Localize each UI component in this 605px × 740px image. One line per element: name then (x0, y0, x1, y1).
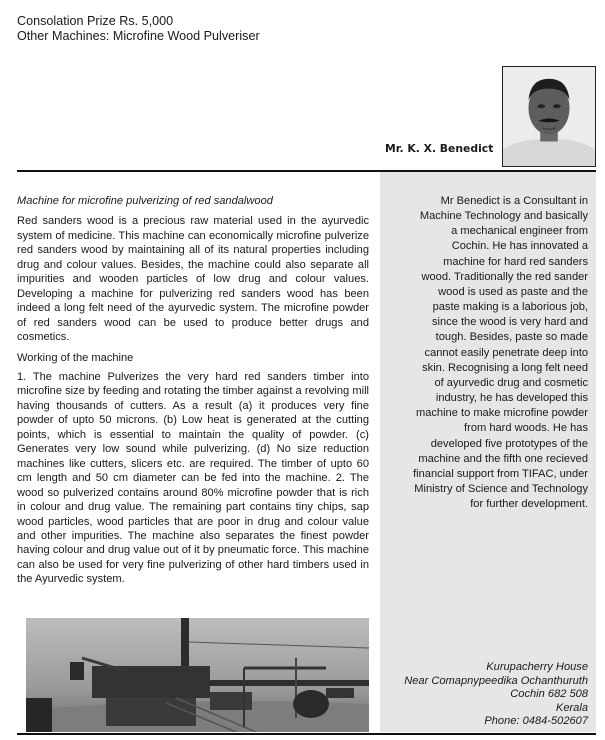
section-heading: Working of the machine (17, 351, 134, 364)
intro-paragraph: Red sanders wood is a precious raw material used in the ayurvedic system of medicine. This machine can economically microfine pulverize red sanders wood by maintaining all of its natural properties including drug and colour values. Besides, the machine could also separate all impurities and wooden particles of low drug and colour values. Developing a machine for pulverizing red sanders wood has been indeed a long felt need of the ayurvedic system. The microfine powder of red sanders wood can be used to produce better drugs and cosmetics. (17, 215, 369, 344)
machine-photo (26, 618, 369, 732)
bio-line: wood. Traditionally the red sander (421, 270, 588, 283)
page-header (17, 14, 260, 44)
biography-text (390, 194, 588, 512)
bio-line: Ministry of Science and Technology (414, 482, 588, 495)
address-phone: Phone: 0484-502607 (484, 715, 588, 728)
bio-line: Machine Technology and basically (419, 210, 588, 223)
person-name: Mr. K. X. Benedict (385, 142, 494, 155)
article-subtitle: Machine for microfine pulverizing of red sandalwood (17, 195, 273, 207)
address-line-state: Kerala (555, 701, 588, 714)
bio-line: financial support from TIFAC, under (413, 467, 588, 480)
bottom-divider (17, 733, 596, 735)
address-line-locality: Near Comapnypeedika Ochanthuruth (404, 674, 588, 687)
bio-line: cannot easily penetrate deep into (424, 346, 588, 359)
bio-line: Mr Benedict is a Consultant in (440, 195, 588, 207)
prize-label: Consolation Prize Rs. 5,000 (17, 14, 174, 28)
bio-line: of ayurvedic drug and cosmetic (434, 376, 588, 389)
bio-line: for further development. (470, 498, 588, 511)
bio-line: industry, he has developed this (435, 392, 588, 405)
bio-line: machine and the fifth one recieved (418, 452, 588, 465)
bio-line: skin. Recognising a long felt need (422, 361, 588, 374)
bio-line: since the wood is very hard and (431, 316, 588, 329)
category-label: Other Machines: Microfine Wood Pulveriser (17, 29, 260, 43)
bio-line: Cochin. He has innovated a (451, 240, 588, 253)
article-body (17, 194, 369, 587)
bio-line: wood is used as paste and the (438, 285, 588, 298)
bio-line: paste making is a laborious job, (432, 301, 588, 314)
bio-line: from hard woods. He has (464, 422, 588, 435)
address-line-house: Kurupacherry House (486, 661, 588, 673)
bio-line: developed five prototypes of the (430, 437, 588, 450)
working-paragraph: 1. The machine Pulverizes the very hard red sanders timber into microfine size by feeding and rotating the timber against a revolving mill having thousands of cutters. As a result (a) it produces very fine powder of upto 50 microns. (b) Low heat is generated at the cutting points, which is essential to maintain the quality of powder. (c) Generates very low sound while pulverizing. (d) No size reduction machines like cutters, slicers etc. are required. The timber of upto 60 cm length and 50 cm diameter can be fed into the machine. 2. The wood so pulverized contains around 80% microfine powder that is rich in colour and drug value. The remaining part contains tiny chips, sap wood particles, wood particles that are poor in drug and colour value and other impurities. The machine also separates the finest powder having colour and drug value out of it by pneumatic force. This machine can also be used for very fine pulverizing of other hard timbers used in the Ayurvedic system. (17, 370, 369, 586)
contact-address (390, 661, 588, 729)
bio-line: machine to make microfine powder (415, 407, 588, 420)
bio-line: tough. Besides, paste so made (435, 331, 588, 344)
address-line-city: Cochin 682 508 (510, 688, 588, 701)
bio-line: machine for hard red sanders (443, 255, 588, 268)
bio-line: a mechanical engineer from (451, 225, 588, 238)
portrait-photo (502, 66, 596, 167)
